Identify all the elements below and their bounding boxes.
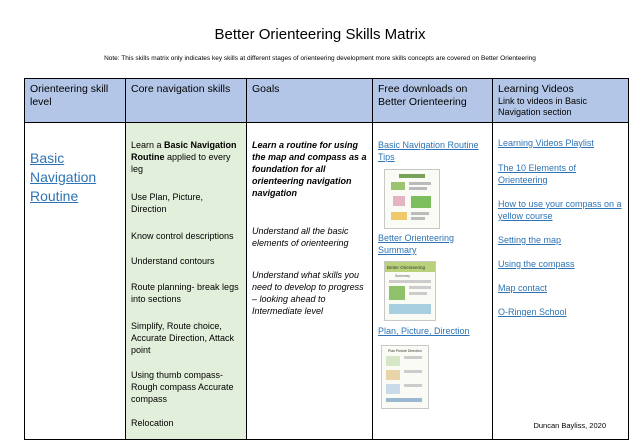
- downloads-cell: [373, 123, 493, 440]
- video-link[interactable]: Learning Videos Playlist: [498, 138, 594, 148]
- video-link[interactable]: O-Ringen School: [498, 307, 567, 317]
- core-skill-routine-prefix: Learn a: [131, 140, 165, 150]
- core-skill-item: Simplify, Route choice, Accurate Direction, Attack point: [131, 321, 235, 355]
- download-link-summary[interactable]: Better Orienteering Summary: [378, 233, 455, 255]
- video-link[interactable]: How to use your compass on a yellow course: [498, 199, 622, 221]
- core-skills-cell: [126, 123, 247, 440]
- video-link[interactable]: Setting the map: [498, 235, 562, 245]
- plan-picture-direction-thumbnail-art: [382, 346, 428, 408]
- goal-progress: Understand what skills you need to develop to progress – looking ahead to Intermediate level: [252, 270, 364, 316]
- routine-tips-thumbnail[interactable]: [384, 169, 440, 229]
- core-skill-item: Know control descriptions: [131, 231, 234, 241]
- header-videos: [493, 79, 629, 123]
- page-title: Better Orienteering Skills Matrix: [214, 26, 426, 43]
- header-core-skills: Core navigation skills: [126, 79, 247, 123]
- goal-understand: Understand all the basic elements of orienteering: [252, 226, 349, 248]
- skill-level-cell: [25, 123, 126, 440]
- header-skill-level: Orienteering skill level: [25, 79, 126, 123]
- header-goals: Goals: [247, 79, 373, 123]
- page-note: Note: This skills matrix only indicates key skills at different stages of orienteering development more skills concepts are covered on Better Orienteering: [104, 55, 536, 62]
- core-skill-routine-suffix: applied to every leg: [131, 152, 231, 174]
- goals-cell: [247, 123, 373, 440]
- summary-thumbnail-title: Better Orienteering: [387, 265, 426, 270]
- routine-tips-thumbnail-art: [385, 170, 439, 228]
- core-skill-routine: [131, 139, 241, 177]
- video-link[interactable]: The 10 Elements of Orienteering: [498, 163, 577, 185]
- summary-thumbnail-subtitle: Summary: [395, 274, 410, 278]
- header-row: [25, 79, 629, 123]
- core-skill-item: Relocation: [131, 418, 174, 428]
- header-videos-subtitle: Link to videos in Basic Navigation section: [498, 96, 588, 117]
- goal-main: Learn a routine for using the map and compass as a foundation for all orienteering navigation navigation: [252, 140, 367, 198]
- skills-matrix: [24, 78, 629, 440]
- core-skill-item: Using thumb compass- Rough compass Accurate compass: [131, 370, 234, 404]
- core-skill-routine-bold: Basic Navigation Routine: [131, 140, 237, 162]
- basic-navigation-row: [25, 123, 629, 440]
- video-link[interactable]: Map contact: [498, 283, 548, 293]
- core-skill-item: Understand contours: [131, 256, 215, 266]
- basic-navigation-routine-link[interactable]: Basic Navigation Routine: [30, 150, 97, 204]
- author-credit: Duncan Bayliss, 2020: [533, 421, 606, 430]
- core-skill-item: Use Plan, Picture, Direction: [131, 192, 204, 214]
- header-downloads: Free downloads on Better Orienteering: [373, 79, 493, 123]
- download-link-routine-tips[interactable]: Basic Navigation Routine Tips: [378, 140, 479, 162]
- ppd-thumbnail-title: Plan Picture Direction: [388, 349, 422, 353]
- header-videos-title: Learning Videos: [498, 83, 574, 95]
- core-skill-item: Route planning- break legs into sections: [131, 282, 239, 304]
- videos-cell: [493, 123, 629, 440]
- video-link[interactable]: Using the compass: [498, 259, 575, 269]
- summary-thumbnail[interactable]: [384, 261, 436, 321]
- summary-thumbnail-art: [385, 262, 435, 320]
- plan-picture-direction-thumbnail[interactable]: [381, 345, 429, 409]
- download-link-plan-picture-direction[interactable]: Plan, Picture, Direction: [378, 326, 470, 336]
